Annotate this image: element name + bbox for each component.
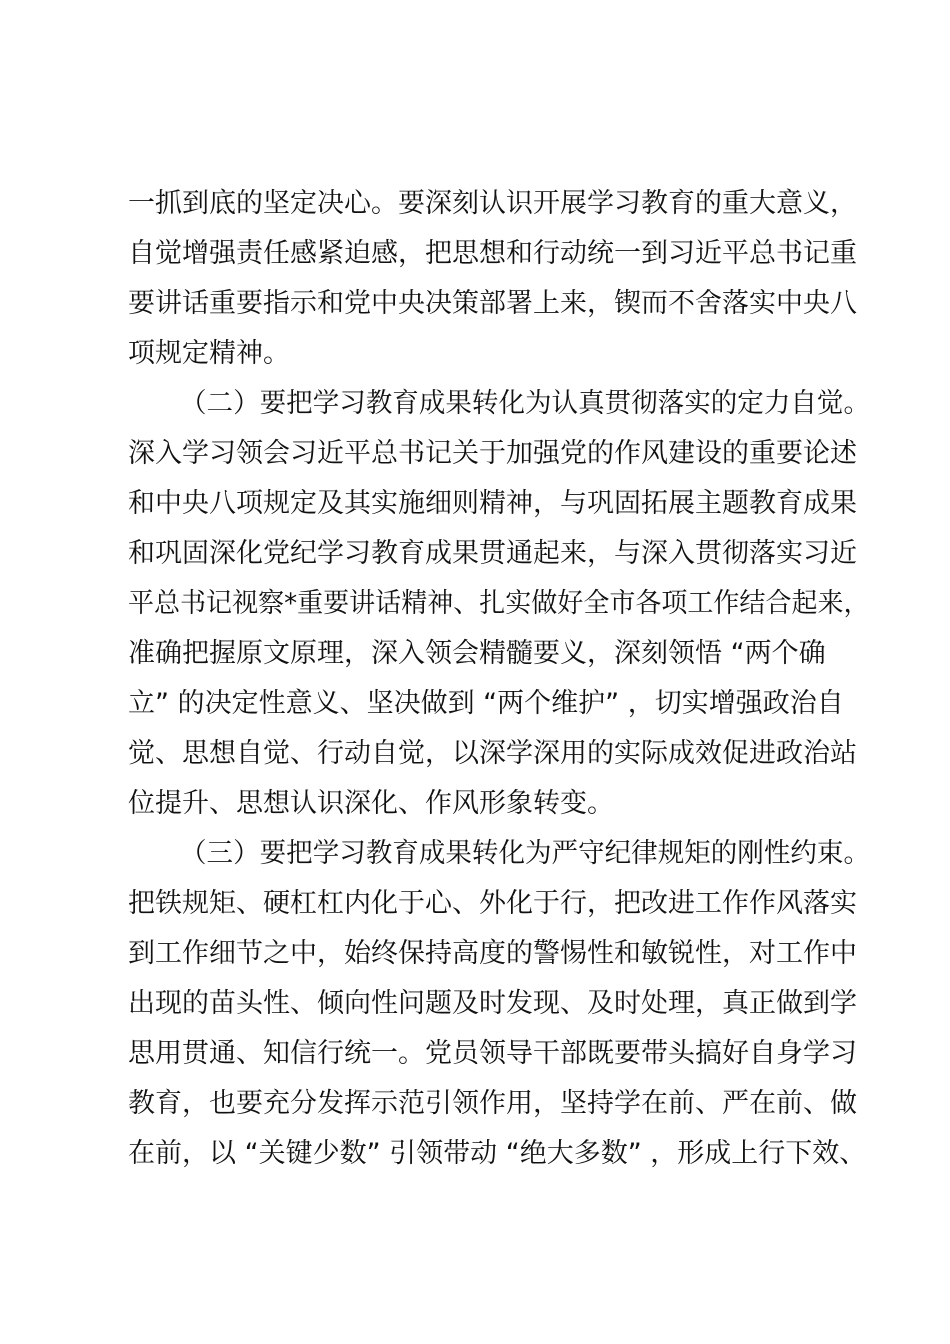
text-line: 平总书记视察*重要讲话精神、扎实做好全市各项工作结合起来，: [128, 588, 870, 619]
text-line: 教育，也要充分发挥示范引领作用，坚持学在前、严在前、做: [128, 1088, 857, 1119]
text-line: 出现的苗头性、倾向性问题及时发现、及时处理，真正做到学: [128, 988, 857, 1019]
text-line: 自觉增强责任感紧迫感，把思想和行动统一到习近平总书记重: [128, 238, 857, 269]
text-line: 到工作细节之中，始终保持高度的警惕性和敏锐性，对工作中: [128, 938, 857, 969]
text-line: 和巩固深化党纪学习教育成果贯通起来，与深入贯彻落实习近: [128, 538, 857, 569]
text-line: 思用贯通、知信行统一。党员领导干部既要带头搞好自身学习: [128, 1038, 857, 1069]
text-line: 立” 的决定性意义、坚决做到 “两个维护” ，切实增强政治自: [128, 688, 844, 719]
section-heading-line: （二）要把学习教育成果转化为认真贯彻落实的定力自觉。: [180, 388, 870, 419]
text-line: 一抓到底的坚定决心。要深刻认识开展学习教育的重大意义，: [128, 188, 857, 219]
text-line: 深入学习领会习近平总书记关于加强党的作风建设的重要论述: [128, 438, 857, 469]
text-line: 把铁规矩、硬杠杠内化于心、外化于行，把改进工作作风落实: [128, 888, 857, 919]
text-line: 觉、思想自觉、行动自觉，以深学深用的实际成效促进政治站: [128, 738, 857, 769]
text-line: 在前，以 “关键少数” 引领带动 “绝大多数” ，形成上行下效、: [128, 1138, 867, 1169]
text-line: 要讲话重要指示和党中央决策部署上来，锲而不舍落实中央八: [128, 288, 857, 319]
text-line: 准确把握原文原理，深入领会精髓要义，深刻领悟 “两个确: [128, 638, 826, 669]
section-heading-line: （三）要把学习教育成果转化为严守纪律规矩的刚性约束。: [180, 838, 870, 869]
text-line: 位提升、思想认识深化、作风形象转变。: [128, 788, 614, 819]
text-line: 项规定精神。: [128, 338, 290, 369]
text-line: 和中央八项规定及其实施细则精神，与巩固拓展主题教育成果: [128, 488, 857, 519]
